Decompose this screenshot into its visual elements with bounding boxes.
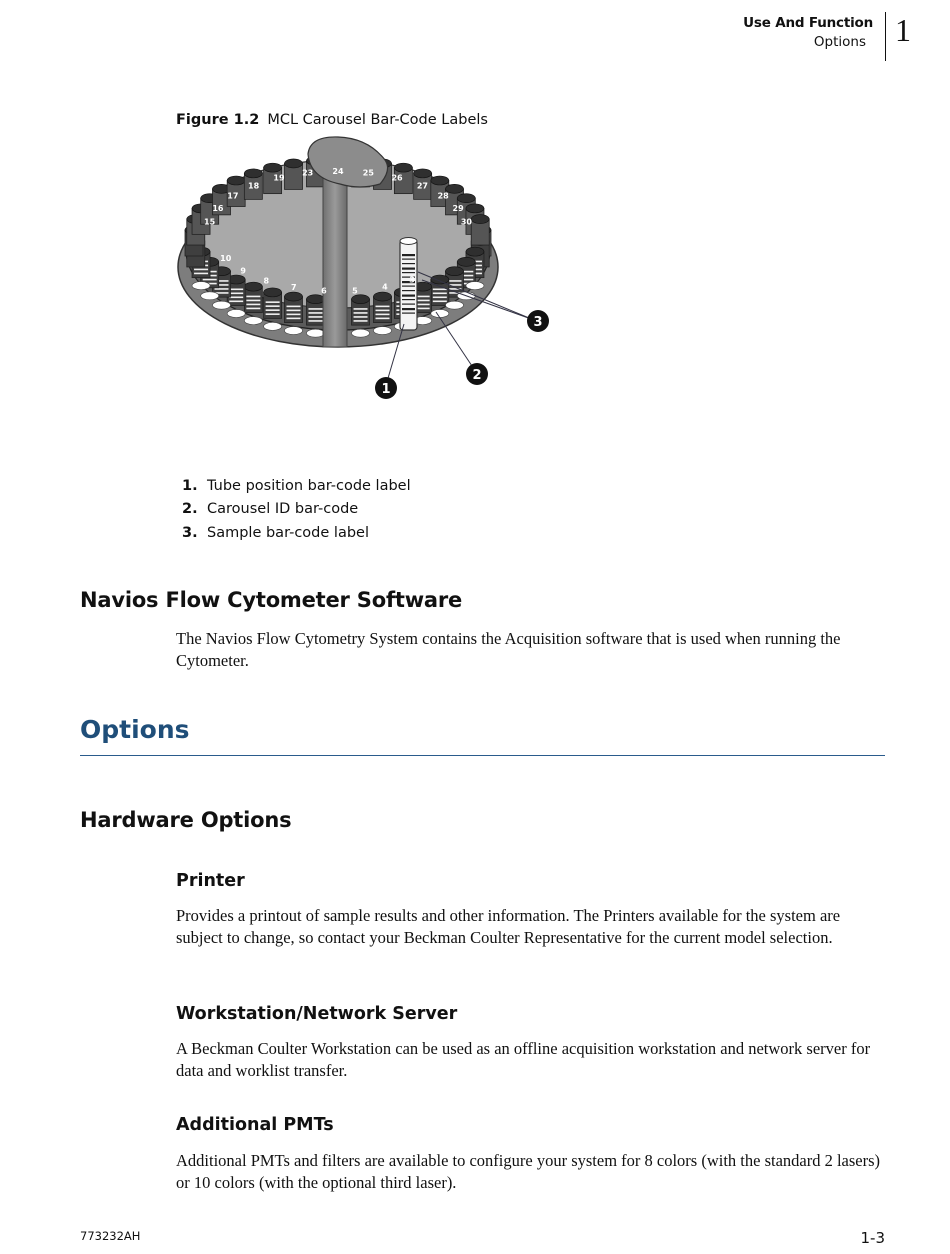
position-number: 15 bbox=[204, 217, 216, 227]
position-number: 30 bbox=[460, 217, 472, 227]
page-number: 1-3 bbox=[860, 1229, 885, 1247]
tube-slot bbox=[352, 295, 370, 326]
printer-paragraph: Provides a printout of sample results and other information. The Printers available for the system are subject to change, so contact your Beckman Coulter Representative for the current model selection. bbox=[176, 906, 841, 947]
tube-slot bbox=[285, 292, 303, 323]
software-heading: Navios Flow Cytometer Software bbox=[80, 588, 463, 612]
chapter-number: 1 bbox=[895, 12, 911, 48]
callout-3 bbox=[527, 310, 549, 332]
figure-caption bbox=[176, 112, 488, 128]
slot-pad bbox=[192, 282, 210, 290]
position-number: 6 bbox=[321, 286, 327, 296]
position-number: 29 bbox=[452, 204, 464, 214]
position-number: 5 bbox=[352, 286, 358, 296]
position-number: 7 bbox=[290, 283, 297, 293]
pmt-paragraph: Additional PMTs and filters are available to configure your system for 8 colors (with the standard 2 lasers) or 10 colors (with the optional third laser). bbox=[176, 1151, 881, 1192]
tube-slot bbox=[264, 288, 282, 319]
printer-heading: Printer bbox=[176, 871, 245, 891]
list-item-number: 3. bbox=[182, 525, 198, 541]
position-number: 18 bbox=[248, 181, 260, 191]
position-number: 4 bbox=[382, 282, 388, 292]
running-header-title: Use And Function bbox=[743, 15, 873, 31]
position-number: 24 bbox=[332, 167, 344, 176]
sample-tube-cap bbox=[400, 238, 417, 245]
figure-label: Figure 1.2 bbox=[176, 112, 260, 128]
slot-pad bbox=[445, 301, 463, 309]
callout-3-label: 3 bbox=[533, 315, 543, 330]
callout-1 bbox=[375, 377, 397, 399]
options-divider bbox=[80, 755, 885, 756]
slot-pad bbox=[213, 301, 231, 309]
list-item bbox=[182, 525, 369, 541]
position-number: 25 bbox=[362, 168, 374, 178]
workstation-heading: Workstation/Network Server bbox=[176, 1004, 458, 1024]
software-paragraph: The Navios Flow Cytometry System contains the Acquisition software that is used when running the Cytometer. bbox=[176, 629, 841, 670]
carousel-handle-rod bbox=[323, 172, 347, 347]
callout-1-label: 1 bbox=[381, 382, 391, 397]
position-number: 26 bbox=[391, 173, 403, 183]
figure-caption-text: MCL Carousel Bar-Code Labels bbox=[267, 112, 488, 128]
list-item-text: Carousel ID bar-code bbox=[207, 501, 359, 517]
barcode-bar bbox=[402, 304, 415, 305]
hardware-options-heading: Hardware Options bbox=[80, 808, 292, 832]
position-number: 10 bbox=[220, 254, 232, 264]
barcode-bar bbox=[402, 299, 415, 300]
slot-pad bbox=[466, 282, 484, 290]
carousel-illustration bbox=[160, 132, 580, 412]
tube-slot bbox=[285, 159, 303, 190]
list-item-text: Sample bar-code label bbox=[207, 525, 369, 541]
slot-pad bbox=[352, 329, 370, 337]
slot-pad bbox=[285, 327, 303, 335]
list-item-text: Tube position bar-code label bbox=[207, 478, 411, 494]
barcode-bar bbox=[402, 286, 415, 287]
running-header-subtitle: Options bbox=[813, 34, 866, 50]
sample-tube bbox=[400, 240, 417, 330]
tube-slot bbox=[471, 215, 489, 246]
tube-slot bbox=[306, 295, 324, 326]
slot-pad bbox=[431, 309, 449, 317]
slot-pad bbox=[227, 309, 245, 317]
barcode-bar bbox=[402, 295, 415, 297]
barcode-bar bbox=[402, 272, 415, 273]
callout-2 bbox=[466, 363, 488, 385]
header-divider bbox=[885, 12, 886, 61]
list-item bbox=[182, 501, 358, 517]
list-item-number: 2. bbox=[182, 501, 198, 517]
document-number: 773232AH bbox=[80, 1229, 141, 1243]
position-number: 9 bbox=[240, 266, 246, 276]
slot-pad bbox=[201, 292, 219, 300]
workstation-paragraph: A Beckman Coulter Workstation can be used as an offline acquisition workstation and network server for data and worklist transfer. bbox=[176, 1039, 871, 1080]
barcode-bar bbox=[402, 254, 415, 256]
position-number: 3 bbox=[409, 275, 415, 285]
barcode-bar bbox=[402, 263, 415, 264]
position-number: 19 bbox=[273, 173, 285, 183]
list-item-number: 1. bbox=[182, 478, 198, 494]
slot-pad bbox=[373, 327, 391, 335]
tube-slot bbox=[431, 275, 449, 306]
tube-slot bbox=[244, 282, 262, 313]
barcode-bar bbox=[402, 290, 415, 291]
barcode-bar bbox=[402, 268, 415, 270]
slot-pad bbox=[244, 317, 262, 325]
barcode-bar bbox=[402, 313, 415, 314]
slot-pad bbox=[306, 329, 324, 337]
slot-pad bbox=[264, 322, 282, 330]
position-number: 17 bbox=[227, 191, 239, 201]
options-heading: Options bbox=[80, 715, 190, 744]
position-number: 16 bbox=[212, 204, 224, 214]
position-number: 23 bbox=[302, 168, 314, 178]
tube-slot bbox=[373, 292, 391, 323]
position-number: 27 bbox=[416, 181, 428, 191]
list-item bbox=[182, 478, 411, 494]
callout-2-label: 2 bbox=[472, 368, 482, 383]
barcode-bar bbox=[402, 308, 415, 310]
position-number: 8 bbox=[263, 276, 270, 286]
position-number: 28 bbox=[437, 191, 449, 201]
pmt-heading: Additional PMTs bbox=[176, 1115, 334, 1135]
barcode-bar bbox=[402, 259, 415, 260]
